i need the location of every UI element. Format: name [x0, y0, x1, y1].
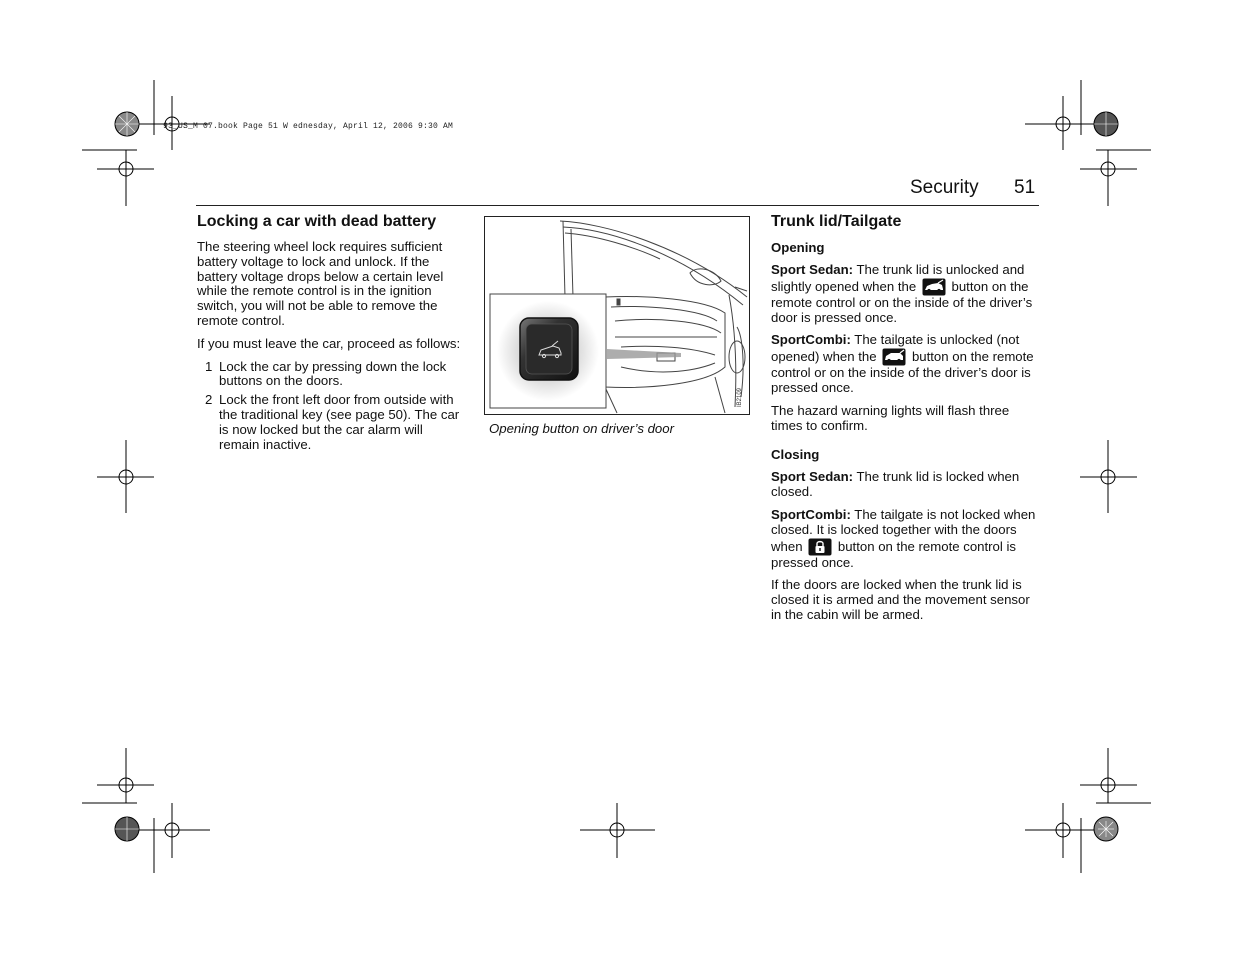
- paragraph-text: The tailgate is unlocked (not opened) when the: [771, 332, 1020, 365]
- list-item: [197, 393, 465, 452]
- paragraph: [771, 263, 1039, 325]
- lock-button-icon: [808, 538, 832, 556]
- paragraph: [771, 470, 1039, 500]
- paragraph: The hazard warning lights will flash three times to confirm.: [771, 402, 1010, 433]
- left-column: [197, 212, 465, 456]
- figure-ref-code: IB2109: [737, 387, 743, 407]
- paragraph-text: The trunk lid is locked when closed.: [771, 469, 1020, 500]
- paragraph: If the doors are locked when the trunk lid is closed it is armed and the movement sensor in the cabin will be armed.: [771, 577, 1030, 622]
- subheading-closing: Closing: [771, 447, 820, 463]
- paragraph-text: The tailgate is not locked when closed. It is locked together with the doors when: [771, 506, 1036, 554]
- paragraph: If you must leave the car, proceed as follows:: [197, 335, 461, 351]
- step-text: Lock the front left door from outside with the traditional key (see page 50). The car is now locked but the car alarm will remain inactive.: [219, 392, 460, 452]
- door-illustration: [484, 216, 750, 415]
- paragraph: [771, 508, 1039, 570]
- right-column: [771, 212, 1039, 631]
- step-list: [197, 360, 465, 453]
- step-number: 1: [205, 358, 213, 374]
- list-item: [197, 360, 465, 390]
- paragraph-text: The trunk lid is unlocked and slightly opened when the: [771, 262, 1025, 294]
- model-label: Sport Sedan:: [771, 262, 854, 277]
- step-text: Lock the car by pressing down the lock buttons on the doors.: [219, 358, 447, 389]
- print-slug: 93_US_M 07.book Page 51 W ednesday, April 12, 2006 9:30 AM: [163, 122, 454, 131]
- header-rule: [196, 205, 1039, 206]
- paragraph-text: button on the remote control or on the inside of the driver’s door is pressed once.: [771, 349, 1034, 395]
- paragraph: The steering wheel lock requires sufficient battery voltage to lock and unlock. If the battery voltage drops below a certain level while the remote control is in the ignition switch, you will not be able to remove the remote control.: [197, 239, 444, 328]
- figure-caption: Opening button on driver’s door: [489, 421, 674, 436]
- section-heading-trunk: Trunk lid/Tailgate: [771, 213, 902, 230]
- paragraph-text: button on the remote control is pressed once.: [771, 538, 1017, 570]
- model-label: SportCombi:: [771, 332, 851, 348]
- page-number: 51: [1014, 177, 1036, 198]
- paragraph-text: button on the remote control or on the inside of the driver’s door is pressed once.: [771, 278, 1033, 325]
- paragraph: [771, 333, 1039, 395]
- subheading-opening: Opening: [771, 240, 825, 255]
- section-title: Security: [910, 177, 979, 198]
- trunk-button-icon: [922, 278, 946, 296]
- driver-door-drawing: [485, 217, 749, 414]
- section-heading-dead-battery: Locking a car with dead battery: [197, 213, 437, 230]
- model-label: SportCombi:: [771, 506, 851, 522]
- tailgate-button-icon: [882, 348, 906, 366]
- step-number: 2: [205, 392, 213, 408]
- model-label: Sport Sedan:: [771, 469, 854, 485]
